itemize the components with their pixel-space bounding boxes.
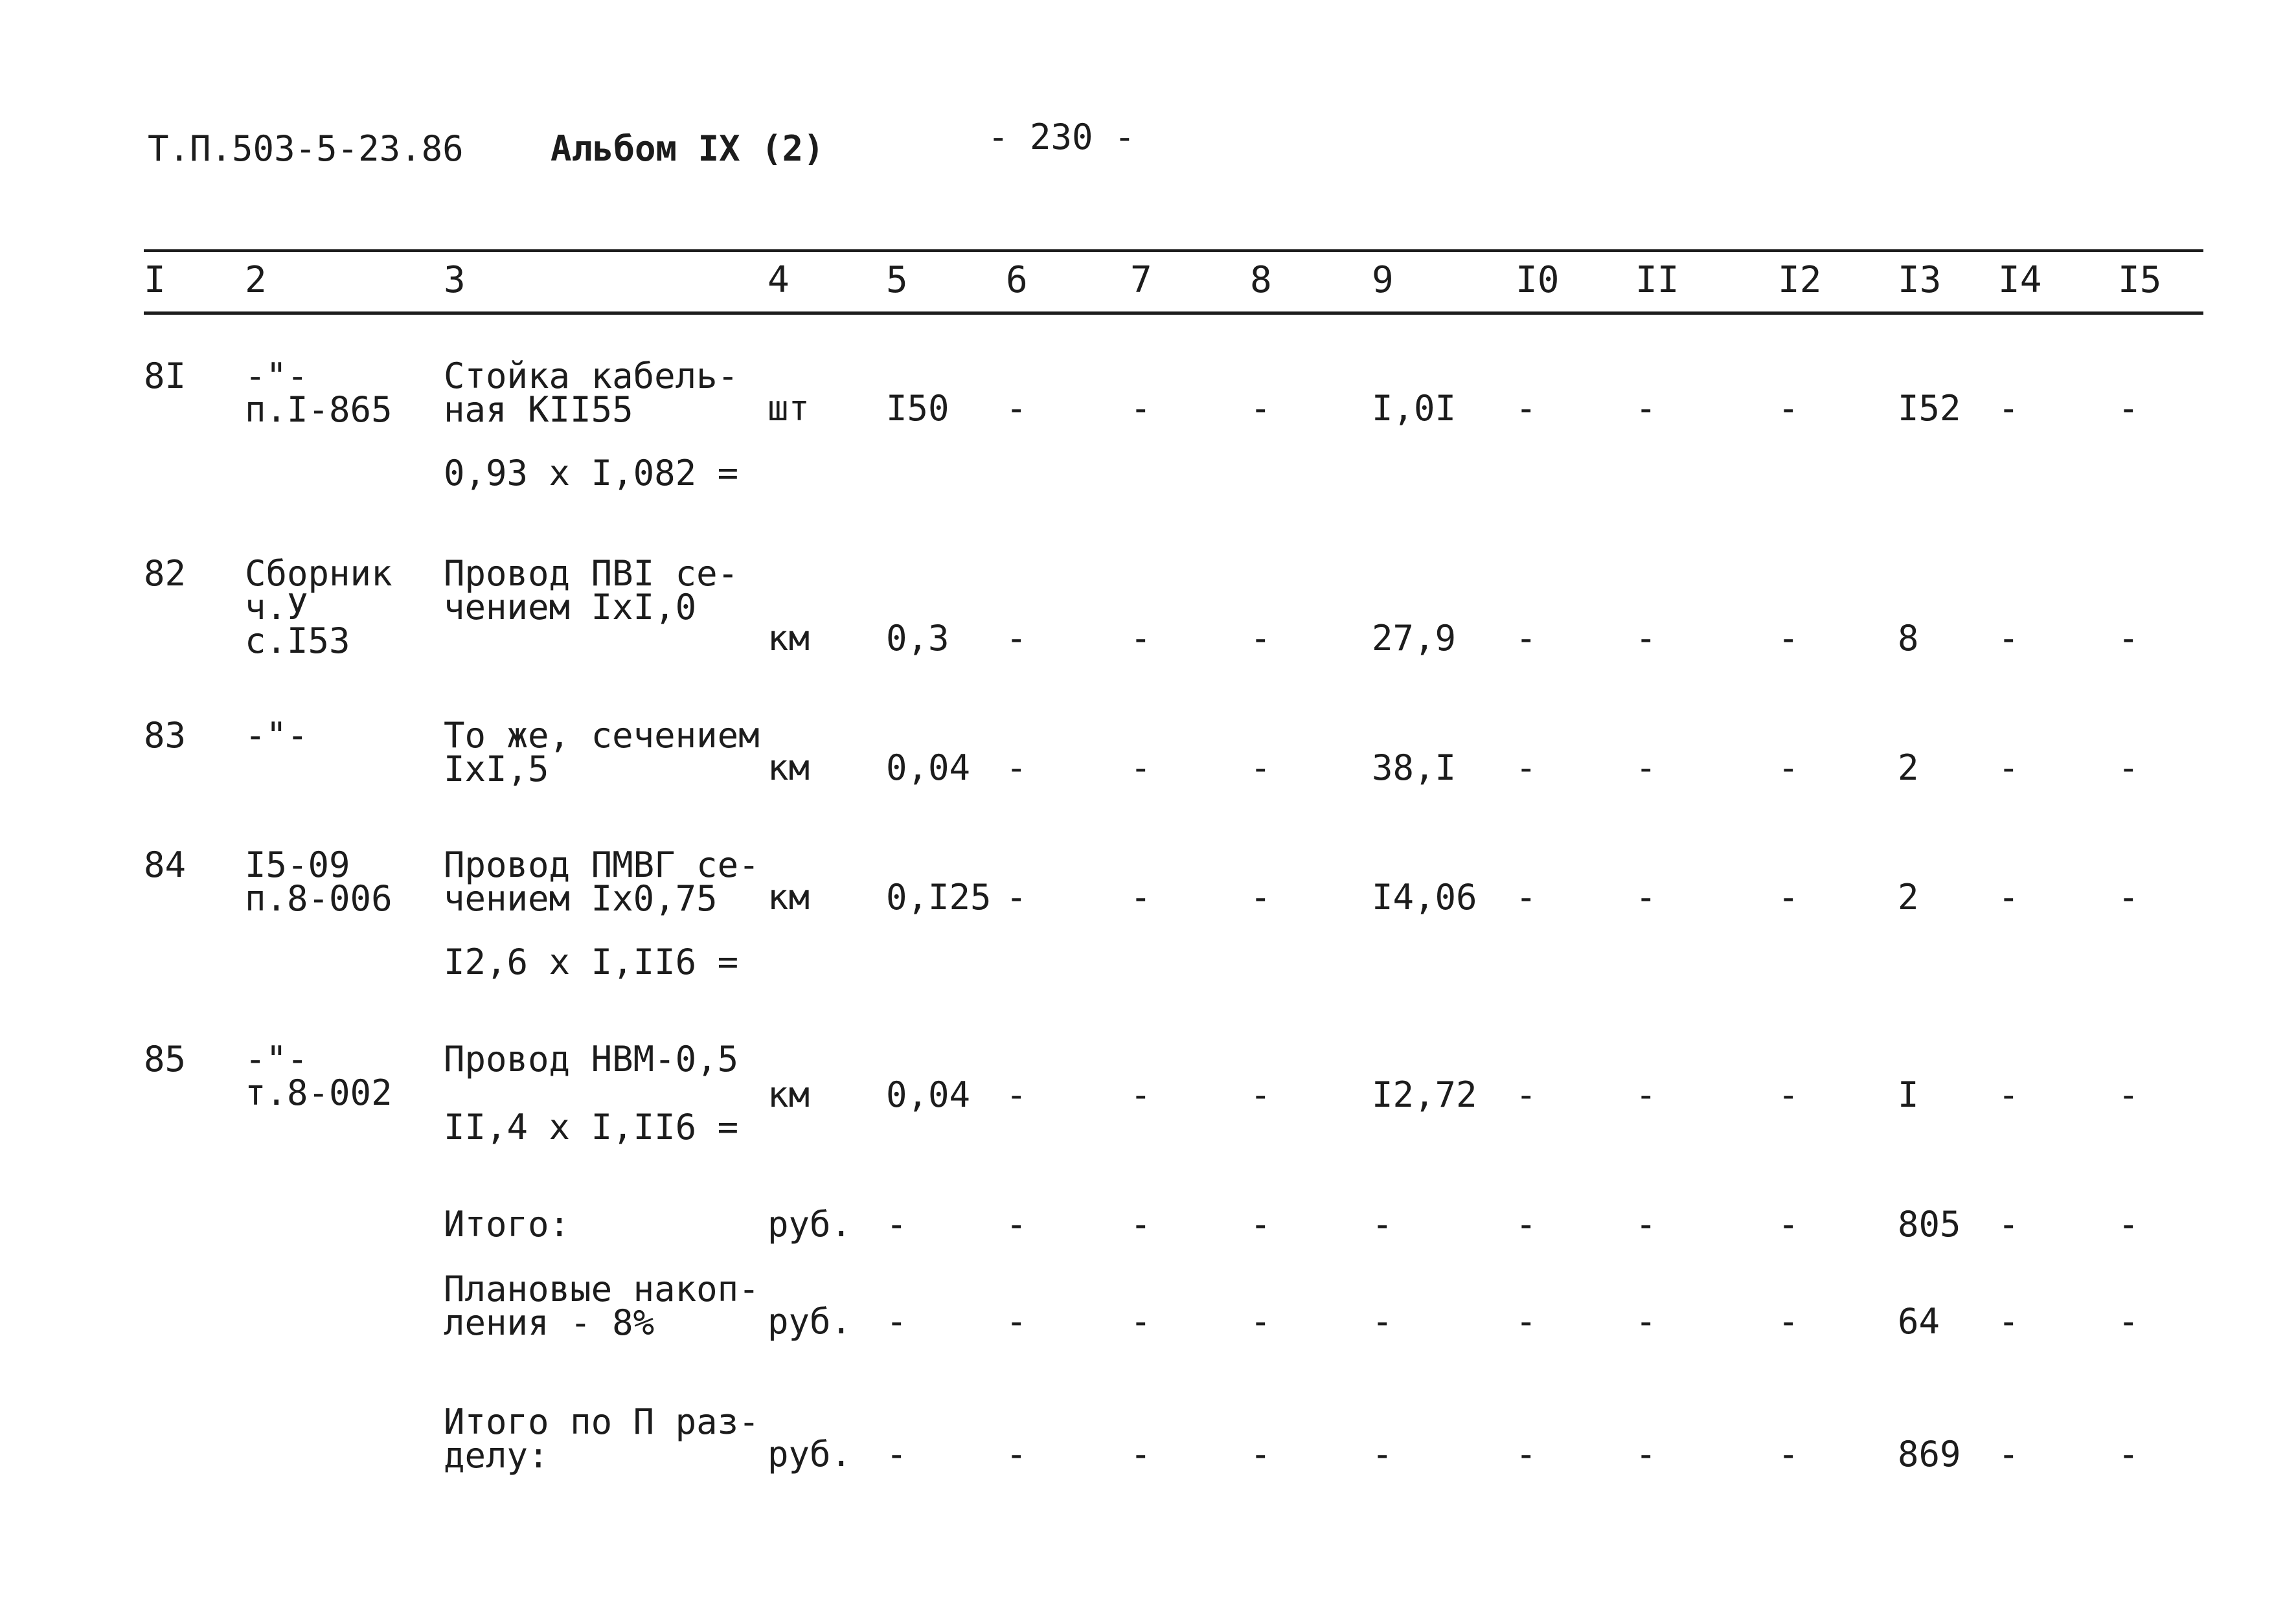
column-number: 8: [1250, 259, 1272, 301]
total-value-c14: -: [1998, 1301, 2019, 1342]
row-value-c15: -: [2118, 747, 2139, 788]
total-value-c7: -: [1130, 1301, 1152, 1342]
row-value-c7: -: [1130, 388, 1152, 429]
column-number: I2: [1778, 259, 1822, 301]
row-value-c8: -: [1250, 388, 1271, 429]
total-value-c9: -: [1372, 1434, 1393, 1475]
total-value-c15: -: [2118, 1434, 2139, 1475]
row-value-c5: 0,3: [886, 618, 949, 659]
total-value-c5: -: [886, 1301, 907, 1342]
row-value-c15: -: [2118, 877, 2139, 918]
total-value-c11: -: [1635, 1301, 1657, 1342]
row-reference: -"-: [245, 715, 308, 756]
row-description: Провод ПМВГ се- чением Ix0,75: [444, 844, 760, 919]
total-label: Итого:: [444, 1204, 571, 1245]
total-value-c13: 805: [1898, 1204, 1961, 1245]
row-reference: -"- п.I-865: [245, 356, 392, 430]
total-value-c14: -: [1998, 1434, 2019, 1475]
total-label: Итого по П раз- делу:: [444, 1401, 760, 1476]
column-number: 6: [1006, 259, 1028, 301]
row-value-c6: -: [1006, 877, 1027, 918]
row-value-c5: 0,I25: [886, 877, 992, 918]
row-value-c12: -: [1778, 747, 1799, 788]
row-value-c9: I2,72: [1372, 1074, 1477, 1115]
column-number: I5: [2118, 259, 2162, 301]
total-value-c11: -: [1635, 1434, 1657, 1475]
total-label: Плановые накоп- ления - 8%: [444, 1269, 760, 1343]
row-value-c12: -: [1778, 618, 1799, 659]
row-number: 85: [144, 1039, 187, 1080]
total-value-c7: -: [1130, 1204, 1152, 1245]
row-value-c15: -: [2118, 618, 2139, 659]
row-value-c11: -: [1635, 388, 1657, 429]
row-reference: Сборник ч.У с.I53: [245, 553, 392, 661]
row-reference: I5-09 п.8-006: [245, 844, 392, 919]
column-number: 4: [767, 259, 790, 301]
row-value-c11: -: [1635, 618, 1657, 659]
row-value-c14: -: [1998, 618, 2019, 659]
row-number: 82: [144, 553, 187, 594]
row-value-c5: 0,04: [886, 1074, 971, 1115]
column-number: 5: [886, 259, 908, 301]
row-value-c10: -: [1516, 747, 1537, 788]
total-value-c9: -: [1372, 1204, 1393, 1245]
row-value-c13: 8: [1898, 618, 1919, 659]
table-top-rule: [144, 249, 2203, 252]
row-unit: км: [767, 1074, 810, 1115]
row-value-c14: -: [1998, 1074, 2019, 1115]
column-number: 9: [1372, 259, 1394, 301]
row-number: 8I: [144, 356, 187, 396]
row-value-c6: -: [1006, 747, 1027, 788]
row-value-c6: -: [1006, 388, 1027, 429]
total-value-c14: -: [1998, 1204, 2019, 1245]
row-value-c12: -: [1778, 388, 1799, 429]
row-value-c6: -: [1006, 1074, 1027, 1115]
total-value-c5: -: [886, 1434, 907, 1475]
total-value-c5: -: [886, 1204, 907, 1245]
row-description: Провод НВМ-0,5: [444, 1039, 739, 1080]
row-value-c5: 0,04: [886, 747, 971, 788]
total-value-c10: -: [1516, 1204, 1537, 1245]
total-value-c6: -: [1006, 1434, 1027, 1475]
row-value-c12: -: [1778, 877, 1799, 918]
row-value-c14: -: [1998, 877, 2019, 918]
total-value-c13: 64: [1898, 1301, 1940, 1342]
row-value-c14: -: [1998, 388, 2019, 429]
total-value-c15: -: [2118, 1301, 2139, 1342]
column-number: I: [144, 259, 166, 301]
row-value-c5: I50: [886, 388, 949, 429]
column-number: 7: [1130, 259, 1152, 301]
total-value-c12: -: [1778, 1204, 1799, 1245]
total-value-c8: -: [1250, 1301, 1271, 1342]
row-value-c9: I4,06: [1372, 877, 1477, 918]
column-number: 3: [444, 259, 466, 301]
column-number: II: [1635, 259, 1679, 301]
row-number: 83: [144, 715, 187, 756]
row-value-c8: -: [1250, 877, 1271, 918]
total-value-c15: -: [2118, 1204, 2139, 1245]
total-value-c7: -: [1130, 1434, 1152, 1475]
row-reference: -"- т.8-002: [245, 1039, 392, 1113]
row-value-c11: -: [1635, 747, 1657, 788]
row-value-c10: -: [1516, 388, 1537, 429]
document-code: Т.П.503-5-23.86: [148, 128, 464, 169]
total-unit: руб.: [767, 1434, 852, 1475]
row-unit: км: [767, 747, 810, 788]
row-value-c8: -: [1250, 618, 1271, 659]
row-unit: шт: [767, 388, 810, 429]
row-unit: км: [767, 877, 810, 918]
row-value-c8: -: [1250, 747, 1271, 788]
row-value-c7: -: [1130, 618, 1152, 659]
column-number: I4: [1998, 259, 2042, 301]
row-description: Провод ПВI се- чением IxI,0: [444, 553, 739, 628]
row-value-c15: -: [2118, 1074, 2139, 1115]
album-title: Альбом IX (2): [551, 128, 824, 169]
row-number: 84: [144, 844, 187, 885]
total-value-c6: -: [1006, 1301, 1027, 1342]
total-value-c12: -: [1778, 1434, 1799, 1475]
row-formula: I2,6 x I,II6 =: [444, 942, 739, 982]
row-value-c7: -: [1130, 1074, 1152, 1115]
row-value-c13: I52: [1898, 388, 1961, 429]
row-value-c11: -: [1635, 877, 1657, 918]
row-value-c12: -: [1778, 1074, 1799, 1115]
total-unit: руб.: [767, 1204, 852, 1245]
row-value-c11: -: [1635, 1074, 1657, 1115]
row-value-c7: -: [1130, 877, 1152, 918]
page-number: - 230 -: [988, 117, 1135, 157]
total-value-c10: -: [1516, 1301, 1537, 1342]
total-value-c12: -: [1778, 1301, 1799, 1342]
row-value-c7: -: [1130, 747, 1152, 788]
column-number: I3: [1898, 259, 1942, 301]
row-value-c13: I: [1898, 1074, 1919, 1115]
column-number: 2: [245, 259, 267, 301]
row-formula: 0,93 x I,082 =: [444, 453, 739, 493]
row-value-c10: -: [1516, 877, 1537, 918]
row-value-c10: -: [1516, 1074, 1537, 1115]
row-unit: км: [767, 618, 810, 659]
row-value-c9: 27,9: [1372, 618, 1457, 659]
column-number: I0: [1516, 259, 1560, 301]
row-value-c14: -: [1998, 747, 2019, 788]
total-value-c6: -: [1006, 1204, 1027, 1245]
row-value-c13: 2: [1898, 877, 1919, 918]
total-value-c13: 869: [1898, 1434, 1961, 1475]
row-value-c13: 2: [1898, 747, 1919, 788]
row-value-c9: 38,I: [1372, 747, 1457, 788]
total-value-c8: -: [1250, 1204, 1271, 1245]
row-formula: II,4 x I,II6 =: [444, 1107, 739, 1148]
row-value-c6: -: [1006, 618, 1027, 659]
row-description: То же, сечением IxI,5: [444, 715, 760, 789]
total-value-c11: -: [1635, 1204, 1657, 1245]
total-value-c10: -: [1516, 1434, 1537, 1475]
row-value-c9: I,0I: [1372, 388, 1457, 429]
row-value-c8: -: [1250, 1074, 1271, 1115]
header-bottom-rule: [144, 311, 2203, 315]
total-value-c8: -: [1250, 1434, 1271, 1475]
total-unit: руб.: [767, 1301, 852, 1342]
row-description: Стойка кабель- ная КII55: [444, 356, 739, 430]
total-value-c9: -: [1372, 1301, 1393, 1342]
row-value-c10: -: [1516, 618, 1537, 659]
row-value-c15: -: [2118, 388, 2139, 429]
